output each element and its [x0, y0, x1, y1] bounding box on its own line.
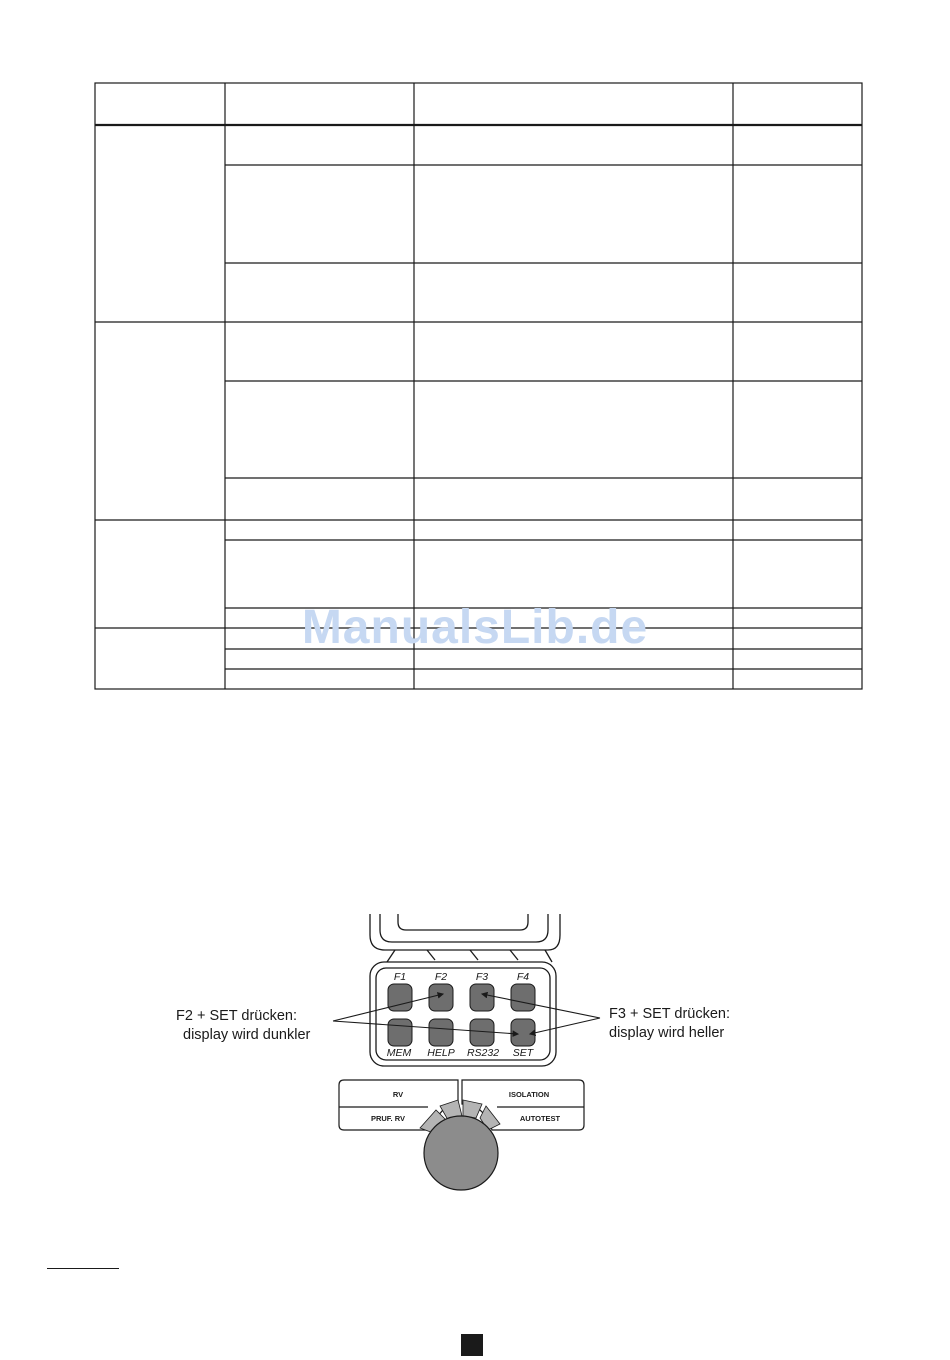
dial-label-isolation: ISOLATION — [508, 1090, 550, 1099]
callout-right-line1: F3 + SET drücken: — [609, 1006, 731, 1022]
keys — [388, 984, 535, 1046]
key-f4 — [511, 984, 535, 1011]
key-label-f4: F4 — [516, 971, 530, 983]
key-help — [429, 1019, 453, 1046]
dial-label-pruf-rv: PRUF. RV — [370, 1114, 406, 1123]
callout-left-line2: display wird dunkler — [183, 1027, 311, 1043]
callout-right — [609, 1005, 730, 1043]
callout-left — [176, 1007, 310, 1045]
key-label-set: SET — [512, 1047, 534, 1059]
key-label-f2: F2 — [434, 971, 448, 983]
callout-line-right-up — [482, 994, 600, 1018]
key-f2 — [429, 984, 453, 1011]
watermark: ManualsLib.de — [301, 601, 649, 654]
callout-right-line2: display wird heller — [609, 1025, 725, 1041]
callout-line-right-down — [530, 1018, 600, 1034]
key-label-help: HELP — [427, 1047, 455, 1059]
dial-label-autotest: AUTOTEST — [519, 1114, 561, 1123]
key-label-rs232: RS232 — [466, 1047, 500, 1059]
callout-lines — [333, 994, 600, 1034]
key-set — [511, 1019, 535, 1046]
rotary-dial — [424, 1116, 498, 1190]
key-label-f3: F3 — [475, 971, 489, 983]
callout-left-line1: F2 + SET drücken: — [176, 1008, 298, 1024]
key-label-f1: F1 — [393, 971, 407, 983]
footnote-rule — [47, 1268, 119, 1269]
key-mem — [388, 1019, 412, 1046]
display-housing — [370, 914, 560, 962]
key-label-mem: MEM — [386, 1047, 412, 1059]
dial-label-rv: RV — [392, 1090, 404, 1099]
key-f3 — [470, 984, 494, 1011]
page-number-marker — [461, 1334, 483, 1356]
